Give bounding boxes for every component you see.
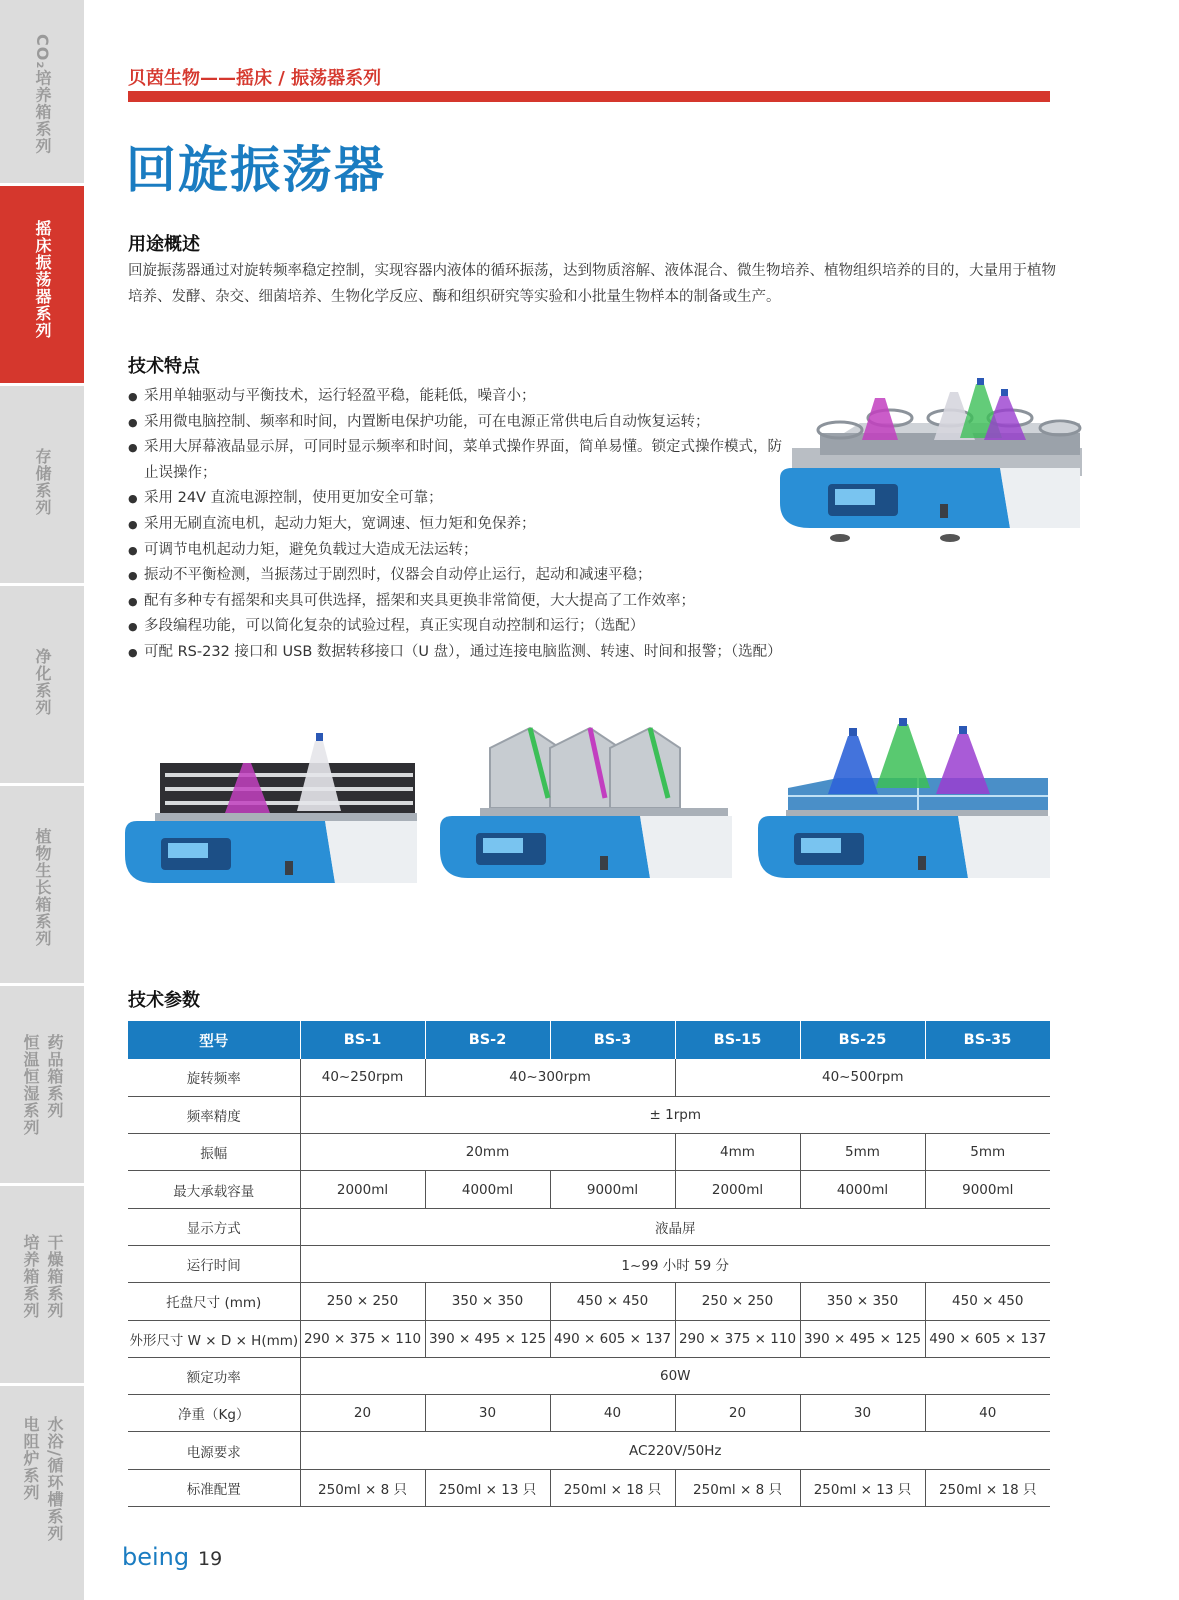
feature-item: ● 可调节电机起动力矩，避免负载过大造成无法运转； xyxy=(128,538,958,564)
table-cell: 20 xyxy=(675,1395,800,1432)
product-image-rack-shaker xyxy=(125,733,425,903)
table-cell: 390 × 495 × 125 xyxy=(425,1320,550,1357)
side-tab-purification[interactable] xyxy=(0,586,84,783)
table-row-label: 振幅 xyxy=(128,1134,300,1171)
table-row xyxy=(128,1245,1050,1282)
feature-item: ● 采用单轴驱动与平衡技术，运行轻盈平稳，能耗低，噪音小； xyxy=(128,384,958,410)
table-cell: AC220V/50Hz xyxy=(300,1432,1050,1469)
table-header-cell: BS-25 xyxy=(800,1021,925,1059)
table-row-label: 显示方式 xyxy=(128,1208,300,1245)
series-title: 贝茵生物——摇床 / 振荡器系列 xyxy=(128,68,382,89)
table-row xyxy=(128,1320,1050,1357)
table-cell: 250ml × 18 只 xyxy=(550,1469,675,1506)
side-tab-label: 摇床振荡器系列 xyxy=(33,220,52,339)
side-tab-bar xyxy=(0,0,84,1600)
table-cell: 350 × 350 xyxy=(800,1283,925,1320)
table-cell: 5mm xyxy=(800,1134,925,1171)
table-cell: 450 × 450 xyxy=(550,1283,675,1320)
table-row-label: 托盘尺寸 (mm) xyxy=(128,1283,300,1320)
table-cell: 40 xyxy=(925,1395,1050,1432)
side-tab-furnace-bath[interactable] xyxy=(0,1386,84,1600)
table-cell: 290 × 375 × 110 xyxy=(675,1320,800,1357)
table-cell: 40~250rpm xyxy=(300,1059,425,1096)
table-cell: 250 × 250 xyxy=(300,1283,425,1320)
usage-heading: 用途概述 xyxy=(128,234,200,255)
feature-item: ● 振动不平衡检测，当振荡过于剧烈时，仪器会自动停止运行，起动和减速平稳； xyxy=(128,563,958,589)
table-cell: 250 × 250 xyxy=(675,1283,800,1320)
table-cell: ± 1rpm xyxy=(300,1096,1050,1133)
table-row-label: 标准配置 xyxy=(128,1469,300,1506)
side-tab-co2-incubator[interactable] xyxy=(0,0,84,183)
header-divider xyxy=(128,91,1050,102)
table-row-label: 额定功率 xyxy=(128,1357,300,1394)
table-cell: 40~300rpm xyxy=(425,1059,675,1096)
table-cell: 1~99 小时 59 分 xyxy=(300,1245,1050,1282)
table-row xyxy=(128,1357,1050,1394)
table-row-label: 最大承载容量 xyxy=(128,1171,300,1208)
table-cell: 250ml × 8 只 xyxy=(300,1469,425,1506)
table-cell: 30 xyxy=(800,1395,925,1432)
table-row-label: 外形尺寸 W × D × H(mm) xyxy=(128,1320,300,1357)
table-cell: 5mm xyxy=(925,1134,1050,1171)
feature-item: ● 配有多种专有摇架和夹具可供选择，摇架和夹具更换非常简便，大大提高了工作效率； xyxy=(128,589,958,615)
table-cell: 490 × 605 × 137 xyxy=(550,1320,675,1357)
table-row-label: 运行时间 xyxy=(128,1245,300,1282)
table-cell: 250ml × 13 只 xyxy=(425,1469,550,1506)
side-tab-humidity-pharma[interactable] xyxy=(0,986,84,1183)
table-cell: 490 × 605 × 137 xyxy=(925,1320,1050,1357)
table-cell: 2000ml xyxy=(300,1171,425,1208)
table-cell: 60W xyxy=(300,1357,1050,1394)
table-row xyxy=(128,1469,1050,1506)
side-tab-storage[interactable] xyxy=(0,386,84,583)
product-image-flask-clamp-shaker xyxy=(780,378,1100,563)
product-image-platform-shaker xyxy=(758,718,1058,903)
table-cell: 4mm xyxy=(675,1134,800,1171)
table-cell: 450 × 450 xyxy=(925,1283,1050,1320)
table-row-label: 电源要求 xyxy=(128,1432,300,1469)
table-cell: 20mm xyxy=(300,1134,675,1171)
product-image-tube-rack-shaker xyxy=(440,718,740,903)
table-row xyxy=(128,1432,1050,1469)
side-tab-incubator-dryer[interactable] xyxy=(0,1186,84,1383)
table-header-row xyxy=(128,1021,1050,1059)
page-number: 19 xyxy=(198,1548,223,1570)
table-header-model: 型号 xyxy=(128,1021,300,1059)
feature-item: ● 多段编程功能，可以简化复杂的试验过程，真正实现自动控制和运行；（选配） xyxy=(128,614,958,640)
table-cell: 30 xyxy=(425,1395,550,1432)
brand-logo: being xyxy=(122,1543,190,1571)
table-header-cell: BS-15 xyxy=(675,1021,800,1059)
side-tab-plant-growth[interactable] xyxy=(0,786,84,983)
table-cell: 290 × 375 × 110 xyxy=(300,1320,425,1357)
table-row xyxy=(128,1283,1050,1320)
feature-item: ● 采用 24V 直流电源控制，使用更加安全可靠； xyxy=(128,486,958,512)
table-cell: 350 × 350 xyxy=(425,1283,550,1320)
table-cell: 液晶屏 xyxy=(300,1208,1050,1245)
table-header-cell: BS-35 xyxy=(925,1021,1050,1059)
page-title: 回旋振荡器 xyxy=(126,141,386,199)
table-cell: 9000ml xyxy=(550,1171,675,1208)
specs-heading: 技术参数 xyxy=(128,990,200,1011)
table-cell: 390 × 495 × 125 xyxy=(800,1320,925,1357)
table-row xyxy=(128,1171,1050,1208)
table-cell: 4000ml xyxy=(800,1171,925,1208)
side-tab-label: 药品箱系列 xyxy=(45,1034,64,1119)
table-cell: 250ml × 13 只 xyxy=(800,1469,925,1506)
table-header-cell: BS-2 xyxy=(425,1021,550,1059)
side-tab-label: 恒温恒湿系列 xyxy=(21,1034,40,1136)
table-row-label: 净重（Kg） xyxy=(128,1395,300,1432)
side-tab-shaker[interactable] xyxy=(0,186,84,383)
side-tab-label: 水浴/循环槽系列 xyxy=(45,1416,64,1542)
side-tab-label: 存储系列 xyxy=(33,448,52,516)
table-cell: 4000ml xyxy=(425,1171,550,1208)
feature-item: ● 采用大屏幕液晶显示屏，可同时显示频率和时间，菜单式操作界面，简单易懂。锁定式操作模式，防止误操作； xyxy=(128,435,788,486)
table-row xyxy=(128,1395,1050,1432)
side-tab-label: CO₂培养箱系列 xyxy=(33,34,52,155)
table-cell: 20 xyxy=(300,1395,425,1432)
table-row xyxy=(128,1096,1050,1133)
table-row-label: 频率精度 xyxy=(128,1096,300,1133)
table-cell: 40~500rpm xyxy=(675,1059,1050,1096)
table-row xyxy=(128,1134,1050,1171)
table-row xyxy=(128,1208,1050,1245)
side-tab-label: 干燥箱系列 xyxy=(45,1234,64,1319)
feature-item: ● 采用无刷直流电机，起动力矩大，宽调速、恒力矩和免保养； xyxy=(128,512,958,538)
feature-item: ● 采用微电脑控制、频率和时间，内置断电保护功能，可在电源正常供电后自动恢复运转； xyxy=(128,410,958,436)
table-row-label: 旋转频率 xyxy=(128,1059,300,1096)
table-row xyxy=(128,1059,1050,1096)
table-cell: 250ml × 8 只 xyxy=(675,1469,800,1506)
features-heading: 技术特点 xyxy=(128,356,200,377)
table-cell: 9000ml xyxy=(925,1171,1050,1208)
usage-paragraph: 回旋振荡器通过对旋转频率稳定控制，实现容器内液体的循环振荡，达到物质溶解、液体混合、微生物培养、植物组织培养的目的，大量用于植物培养、发酵、杂交、细菌培养、生物化学反应、酶和组织研究等实验和小批量生物样本的制备或生产。 xyxy=(128,263,1056,305)
side-tab-label: 植物生长箱系列 xyxy=(33,828,52,947)
side-tab-label: 电阻炉系列 xyxy=(21,1416,40,1501)
spec-table xyxy=(128,1021,1051,1507)
table-cell: 40 xyxy=(550,1395,675,1432)
table-header-cell: BS-1 xyxy=(300,1021,425,1059)
feature-item: ● 可配 RS-232 接口和 USB 数据转移接口（U 盘），通过连接电脑监测、转速、时间和报警；（选配） xyxy=(128,640,958,666)
table-cell: 250ml × 18 只 xyxy=(925,1469,1050,1506)
side-tab-label: 培养箱系列 xyxy=(21,1234,40,1319)
side-tab-label: 净化系列 xyxy=(33,648,52,716)
table-cell: 2000ml xyxy=(675,1171,800,1208)
table-header-cell: BS-3 xyxy=(550,1021,675,1059)
